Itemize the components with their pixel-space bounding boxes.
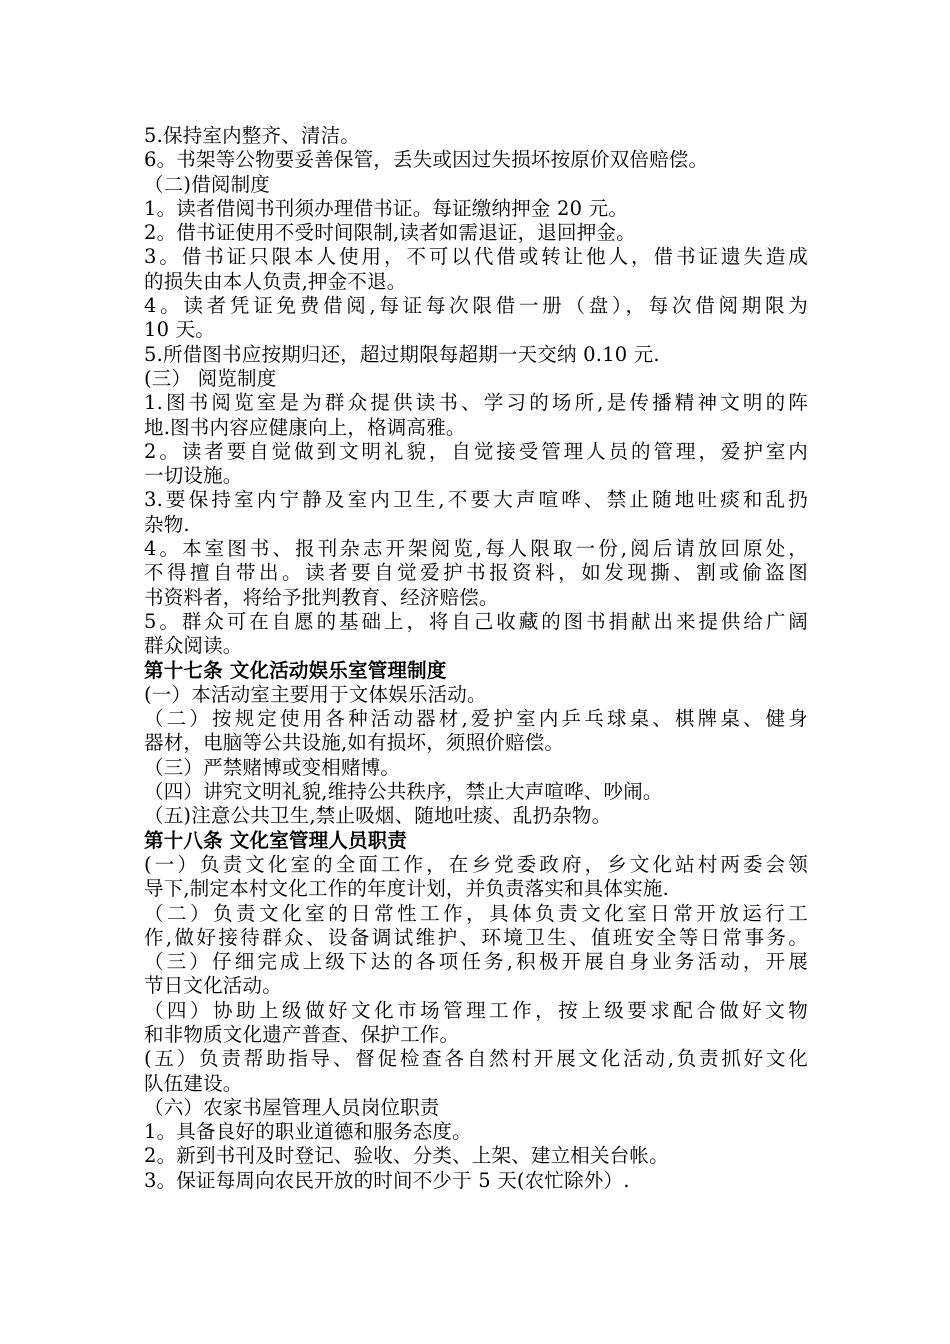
- text-line: （四）协助上级做好文化市场管理工作，按上级要求配合做好文物: [144, 998, 808, 1022]
- text-line: 导下,制定本村文化工作的年度计划，并负责落实和具体实施.: [144, 877, 669, 901]
- text-line: 1。读者借阅书刊须办理借书证。每证缴纳押金 20 元。: [144, 196, 629, 220]
- text-line: 队伍建设。: [144, 1071, 243, 1095]
- text-line: （四）讲究文明礼貌,维持公共秩序，禁止大声喧哗、吵闹。: [144, 780, 663, 804]
- text-line: 一切设施。: [144, 464, 243, 488]
- text-line: 节日文化活动。: [144, 974, 282, 998]
- text-line: (三） 阅览制度: [144, 366, 277, 390]
- text-line: 地.图书内容应健康向上，格调高雅。: [144, 415, 466, 439]
- text-line: 10 天。: [144, 318, 216, 342]
- text-line: （五)注意公共卫生,禁止吸烟、随地吐痰、乱扔杂物。: [144, 804, 612, 828]
- section-heading: 第十七条 文化活动娱乐室管理制度: [144, 658, 447, 682]
- text-line: 1。具备良好的职业道德和服务态度。: [144, 1120, 472, 1144]
- text-line: 5.所借图书应按期归还，超过期限每超期一天交纳 0.10 元.: [144, 342, 660, 366]
- text-line: 2。读者要自觉做到文明礼貌，自觉接受管理人员的管理，爱护室内: [144, 439, 808, 463]
- document-body: [144, 124, 808, 1193]
- text-line: 作,做好接待群众、设备调试维护、环境卫生、值班安全等日常事务。: [144, 925, 808, 949]
- text-line: 器材，电脑等公共设施,如有损坏，须照价赔偿。: [144, 731, 565, 755]
- text-line: （二）按规定使用各种活动器材,爱护室内乒乓球桌、棋牌桌、健身: [144, 707, 808, 731]
- text-line: (五）负责帮助指导、督促检查各自然村开展文化活动,负责抓好文化: [144, 1047, 808, 1071]
- text-line: 群众阅读。: [144, 634, 243, 658]
- text-line: （二)借阅制度: [144, 172, 271, 196]
- text-line: 5。群众可在自愿的基础上，将自己收藏的图书捐献出来提供给广阔: [144, 609, 808, 633]
- text-line: （六）农家书屋管理人员岗位职责: [144, 1095, 440, 1119]
- text-line: 不得擅自带出。读者要自觉爱护书报资料，如发现撕、割或偷盗图: [144, 561, 808, 585]
- text-line: 的损失由本人负责,押金不退。: [144, 269, 407, 293]
- text-line: 和非物质文化遗产普查、保护工作。: [144, 1022, 460, 1046]
- text-line: 3。借书证只限本人使用，不可以代借或转让他人，借书证遗失造成: [144, 245, 808, 269]
- text-line: （三）严禁赌博或变相赌博。: [144, 755, 401, 779]
- text-line: 6。书架等公物要妥善保管，丢失或因过失损坏按原价双倍赔偿。: [144, 148, 709, 172]
- text-line: 4。读者凭证免费借阅,每证每次限借一册（盘），每次借阅期限为: [144, 294, 808, 318]
- text-line: 3.要保持室内宁静及室内卫生,不要大声喧哗、禁止随地吐痰和乱扔: [144, 488, 808, 512]
- text-line: （三）仔细完成上级下达的各项任务,积极开展自身业务活动，开展: [144, 950, 808, 974]
- text-line: 2。新到书刊及时登记、验收、分类、上架、建立相关台帐。: [144, 1144, 669, 1168]
- text-line: 3。保证每周向农民开放的时间不少于 5 天(农忙除外）.: [144, 1168, 630, 1192]
- text-line: 4。本室图书、报刊杂志开架阅览,每人限取一份,阅后请放回原处，: [144, 537, 808, 561]
- text-line: 杂物.: [144, 512, 190, 536]
- section-heading: 第十八条 文化室管理人员职责: [144, 828, 408, 852]
- text-line: 书资料者，将给予批判教育、经济赔偿。: [144, 585, 499, 609]
- text-line: (一）负责文化室的全面工作，在乡党委政府，乡文化站村两委会领: [144, 852, 808, 876]
- text-line: (一）本活动室主要用于文体娱乐活动。: [144, 682, 487, 706]
- text-line: （二）负责文化室的日常性工作，具体负责文化室日常开放运行工: [144, 901, 808, 925]
- text-line: 1.图书阅览室是为群众提供读书、学习的场所,是传播精神文明的阵: [144, 391, 808, 415]
- text-line: 5.保持室内整齐、清洁。: [144, 124, 361, 147]
- text-line: 2。借书证使用不受时间限制,读者如需退证，退回押金。: [144, 221, 636, 245]
